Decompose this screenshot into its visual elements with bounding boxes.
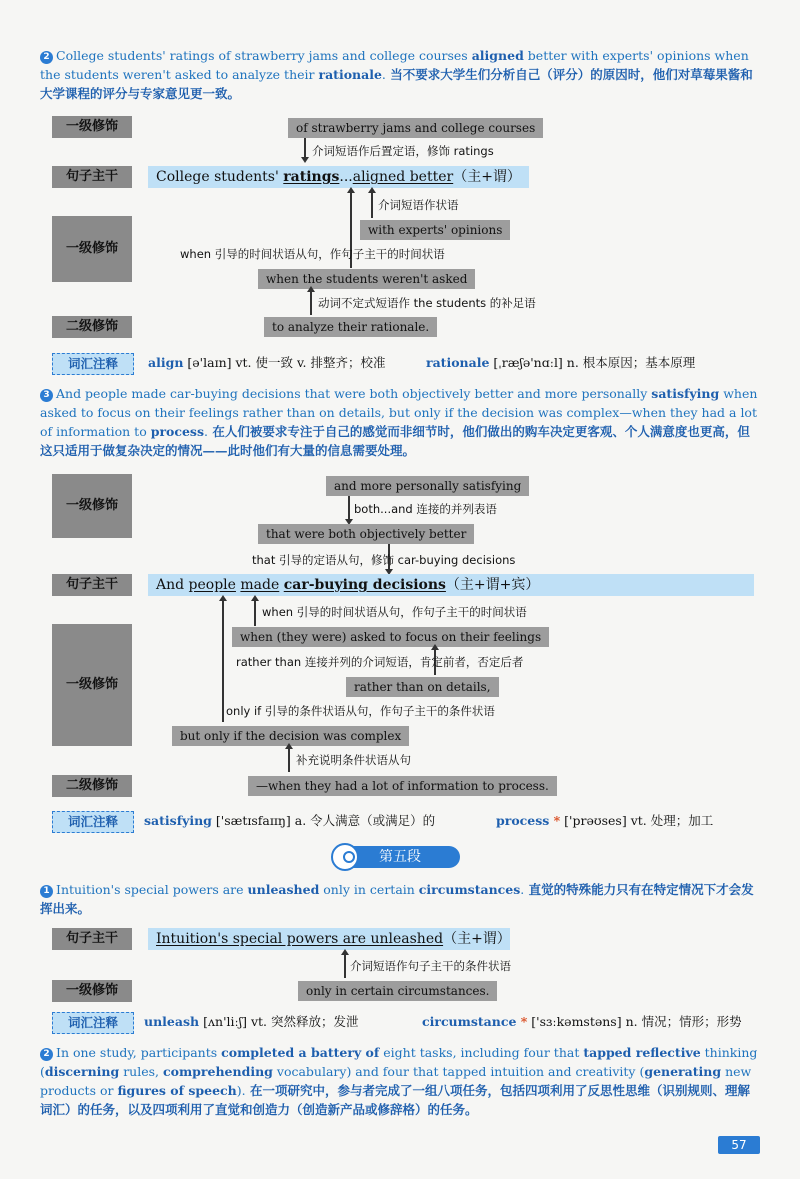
label-level1: 一级修饰 bbox=[52, 624, 132, 746]
sentence-number-badge: 3 bbox=[40, 389, 53, 402]
grammar-note: rather than 连接并列的介词短语，肯定前者，否定后者 bbox=[236, 655, 524, 669]
modifier-box: when (they were) asked to focus on their feelings bbox=[232, 627, 549, 647]
grammar-note: when 引导的时间状语从句，作句子主干的时间状语 bbox=[180, 247, 445, 261]
vocab-label: 词汇注释 bbox=[52, 1012, 134, 1034]
modifier-box: to analyze their rationale. bbox=[264, 317, 437, 337]
grammar-note: that 引导的定语从句，修饰 car-buying decisions bbox=[252, 553, 516, 567]
arrow bbox=[310, 291, 312, 315]
label-level2: 二级修饰 bbox=[52, 316, 132, 338]
magnifier-icon bbox=[331, 843, 359, 871]
page-number: 57 bbox=[718, 1136, 760, 1154]
vocab-label: 词汇注释 bbox=[52, 353, 134, 375]
sentence-number-badge: 1 bbox=[40, 885, 53, 898]
vocab-entry: satisfying ['sætɪsfaɪɪŋ] a. 令人满意（或满足）的 bbox=[144, 813, 436, 828]
p5-sentence-2-paragraph: 2 In one study, participants completed a battery of eight tasks, including four that tapped reflective thinking (discerning rules, comprehending vocabulary) and four that tapped intuition and creativity (generating new products or figures of speech). 在一项研究中，参与者完成了一组八项任务，包括四项利用了反思性思维（识别规则、理解词汇）的任务，以及四项利用了直觉和创造力（创造新产品或修辞格）的任务。 bbox=[40, 1045, 758, 1117]
main-clause-box: Intuition's special powers are unleashed（主+谓） bbox=[148, 928, 510, 950]
label-main-clause: 句子主干 bbox=[52, 574, 132, 596]
main-clause-box: College students' ratings...aligned better（主+谓） bbox=[148, 166, 529, 188]
vocab-entry: circumstance * ['sɜːkəmstəns] n. 情况；情形；形势 bbox=[422, 1014, 742, 1029]
sentence-3-paragraph: 3 And people made car-buying decisions that were both objectively better and more personally satisfying when asked to focus on their feelings rather than on details, but only if the decision was complex—when they had a lot of information to process. 在人们被要求专注于自己的感觉而非细节时，他们做出的购车决定更客观、个人满意度也更高，但这只适用于做复杂决定的情况——此时他们有大量的信息需要处理。 bbox=[40, 386, 758, 458]
label-level1: 一级修饰 bbox=[52, 216, 132, 282]
grammar-note: 介词短语作状语 bbox=[378, 198, 459, 212]
vocab-label: 词汇注释 bbox=[52, 811, 134, 833]
arrow bbox=[222, 600, 224, 722]
arrow bbox=[304, 138, 306, 158]
modifier-box: only in certain circumstances. bbox=[298, 981, 497, 1001]
vocab-entry: align [ə'laɪn] vt. 使一致 v. 排整齐；校准 bbox=[148, 355, 386, 370]
modifier-box: when the students weren't asked bbox=[258, 269, 475, 289]
modifier-box: of strawberry jams and college courses bbox=[288, 118, 543, 138]
vocab-entry: rationale [ˌræʃə'nɑːl] n. 根本原因；基本原理 bbox=[426, 355, 696, 370]
arrow bbox=[371, 192, 373, 218]
modifier-box: with experts' opinions bbox=[360, 220, 510, 240]
modifier-box: that were both objectively better bbox=[258, 524, 474, 544]
grammar-note: 补充说明条件状语从句 bbox=[296, 753, 411, 767]
grammar-note: 动词不定式短语作 the students 的补足语 bbox=[318, 296, 536, 310]
p5-sentence-1-paragraph: 1 Intuition's special powers are unleashed only in certain circumstances. 直觉的特殊能力只有在特定情况下才会发挥出来。 bbox=[40, 882, 754, 916]
grammar-note: when 引导的时间状语从句，作句子主干的时间状语 bbox=[262, 605, 527, 619]
main-clause-box: And people made car-buying decisions（主+谓+宾） bbox=[148, 574, 754, 596]
modifier-box: but only if the decision was complex bbox=[172, 726, 409, 746]
modifier-box: rather than on details, bbox=[346, 677, 499, 697]
label-level2: 二级修饰 bbox=[52, 775, 132, 797]
vocab-entry: unleash [ʌn'liːʃ] vt. 突然释放；发泄 bbox=[144, 1014, 359, 1029]
arrow bbox=[254, 600, 256, 626]
label-main-clause: 句子主干 bbox=[52, 166, 132, 188]
grammar-note: 介词短语作句子主干的条件状语 bbox=[350, 959, 511, 973]
grammar-note: 介词短语作后置定语，修饰 ratings bbox=[312, 144, 494, 158]
modifier-box: —when they had a lot of information to process. bbox=[248, 776, 557, 796]
section-title: 第五段 bbox=[340, 846, 460, 868]
arrow bbox=[344, 954, 346, 978]
modifier-box: and more personally satisfying bbox=[326, 476, 529, 496]
sentence-number-badge: 2 bbox=[40, 51, 53, 64]
arrow bbox=[348, 496, 350, 520]
label-level1: 一级修饰 bbox=[52, 474, 132, 538]
sentence-number-badge: 2 bbox=[40, 1048, 53, 1061]
label-level1: 一级修饰 bbox=[52, 116, 132, 138]
grammar-note: only if 引导的条件状语从句，作句子主干的条件状语 bbox=[226, 704, 495, 718]
label-main-clause: 句子主干 bbox=[52, 928, 132, 950]
arrow bbox=[288, 748, 290, 772]
vocab-entry: process * ['prəʊses] vt. 处理；加工 bbox=[496, 813, 714, 828]
sentence-2-paragraph: 2 College students' ratings of strawberry jams and college courses aligned better with experts' opinions when the students weren't asked to analyze their rationale. 当不要求大学生们分析自己（评分）的原因时，他们对草莓果酱和大学课程的评分与专家意见更一致。 bbox=[40, 48, 753, 101]
label-level1: 一级修饰 bbox=[52, 980, 132, 1002]
grammar-note: both...and 连接的并列表语 bbox=[354, 502, 497, 516]
